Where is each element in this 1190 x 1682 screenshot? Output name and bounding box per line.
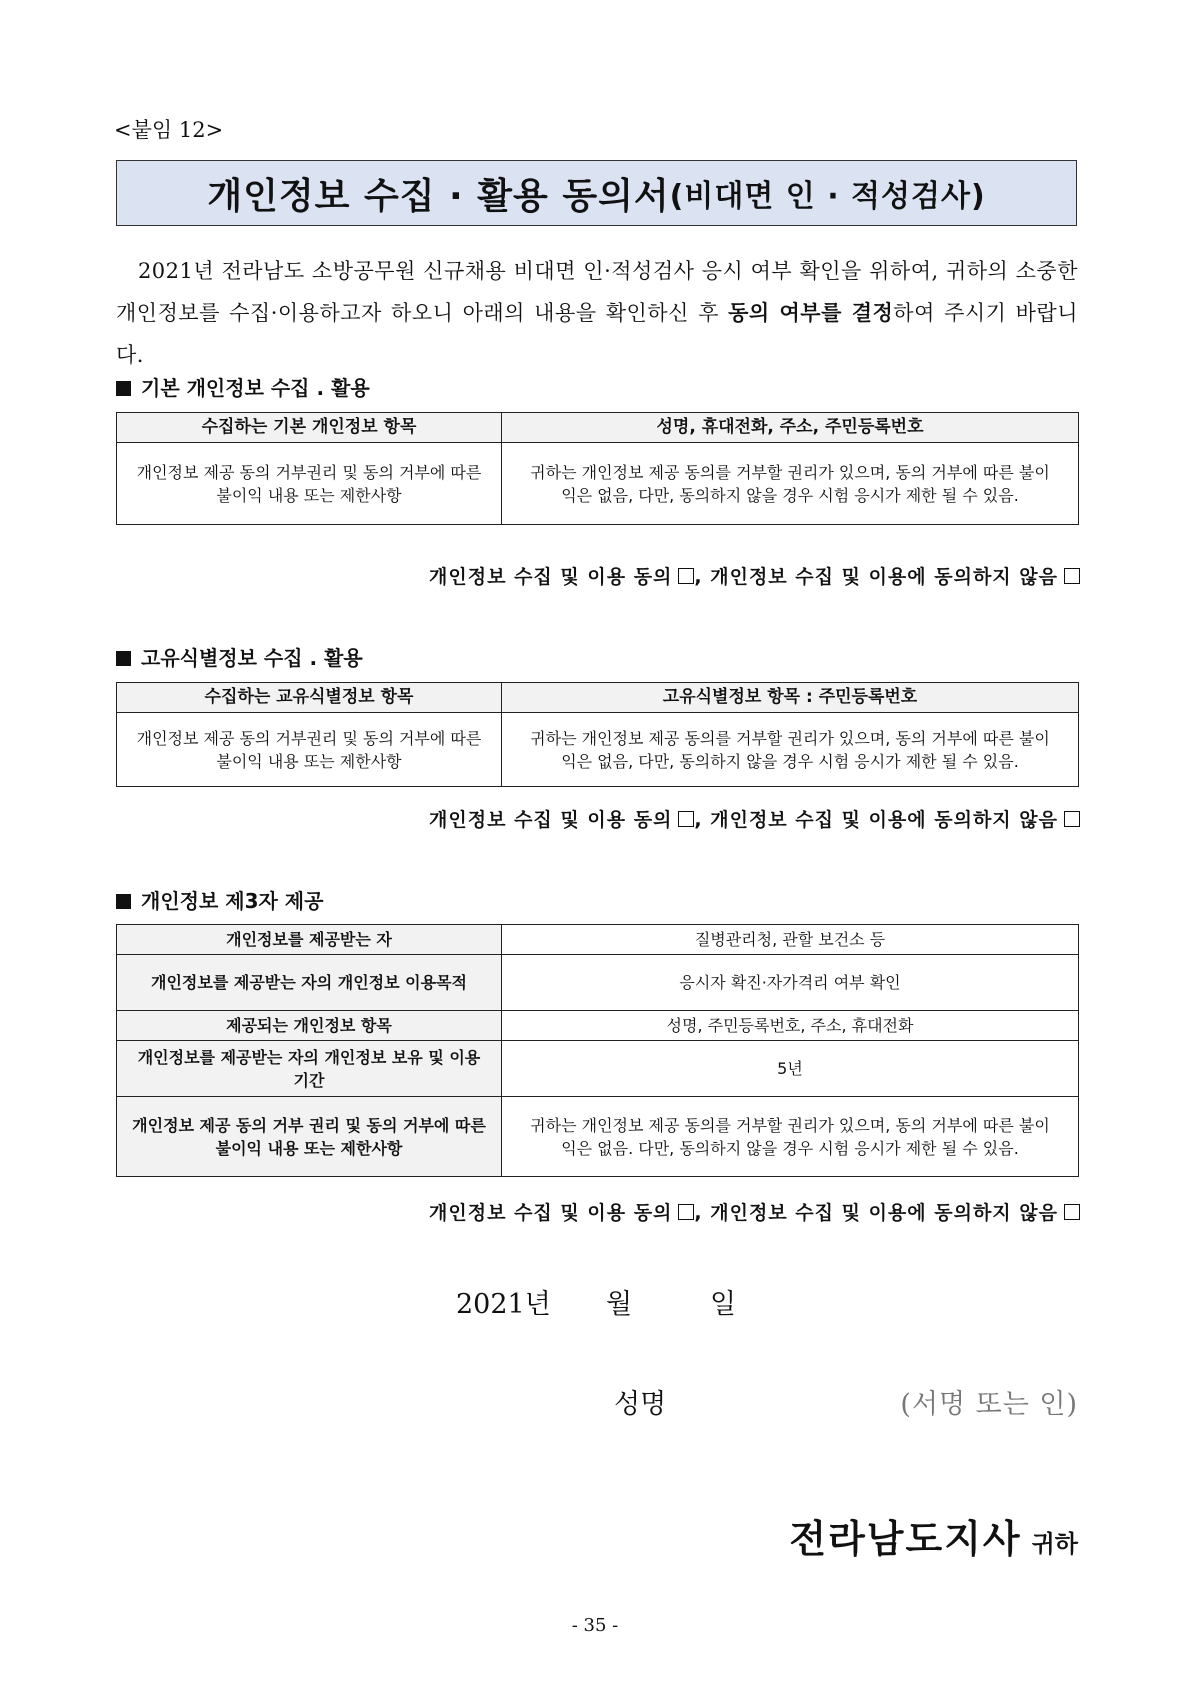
agree-label: 개인정보 수집 및 이용 동의 bbox=[429, 809, 673, 831]
consent-separator: , bbox=[694, 566, 703, 588]
title-main: 개인정보 수집 · 활용 동의서 bbox=[207, 175, 670, 217]
section1-table bbox=[116, 412, 1079, 525]
date-month: 월 bbox=[606, 1289, 633, 1320]
agree-label: 개인정보 수집 및 이용 동의 bbox=[429, 566, 673, 588]
disagree-checkbox[interactable] bbox=[1064, 1204, 1080, 1220]
section1-heading bbox=[116, 372, 370, 401]
attachment-label: <붙임 12> bbox=[114, 118, 224, 142]
name-label: 성명 bbox=[614, 1389, 667, 1420]
consent-separator: , bbox=[694, 809, 703, 831]
section2-header-left: 수집하는 교유식별정보 항목 bbox=[117, 683, 502, 713]
disagree-checkbox[interactable] bbox=[1064, 568, 1080, 584]
title-sub: (비대면 인 · 적성검사) bbox=[669, 179, 986, 214]
intro-paragraph bbox=[116, 250, 1078, 376]
section3-consent bbox=[429, 1198, 1080, 1225]
section2-table bbox=[116, 682, 1079, 787]
section3-label: 개인정보를 제공받는 자의 개인정보 보유 및 이용기간 bbox=[117, 1041, 502, 1097]
signature-note: (서명 또는 인) bbox=[900, 1389, 1078, 1420]
agree-label: 개인정보 수집 및 이용 동의 bbox=[429, 1202, 673, 1224]
section3-heading-text: 개인정보 제3자 제공 bbox=[141, 889, 324, 913]
section3-label: 개인정보를 제공받는 자 bbox=[117, 925, 502, 955]
agree-checkbox[interactable] bbox=[678, 1204, 694, 1220]
square-bullet-icon bbox=[116, 651, 131, 666]
section2-row-right: 귀하는 개인정보 제공 동의를 거부할 권리가 있으며, 동의 거부에 따른 불이익은 없음, 다만, 동의하지 않을 경우 시험 응시가 제한 될 수 있음. bbox=[502, 713, 1079, 787]
section1-row-left: 개인정보 제공 동의 거부권리 및 동의 거부에 따른 불이익 내용 또는 제한사항 bbox=[117, 443, 502, 525]
disagree-label: 개인정보 수집 및 이용에 동의하지 않음 bbox=[710, 1202, 1058, 1224]
section2-heading-text: 고유식별정보 수집 . 활용 bbox=[141, 646, 363, 670]
section2-consent bbox=[429, 805, 1080, 832]
disagree-label: 개인정보 수집 및 이용에 동의하지 않음 bbox=[710, 566, 1058, 588]
section3-label: 개인정보 제공 동의 거부 권리 및 동의 거부에 따른 불이익 내용 또는 제한사항 bbox=[117, 1097, 502, 1177]
section2-heading bbox=[116, 642, 363, 671]
square-bullet-icon bbox=[116, 381, 131, 396]
section2-row-left: 개인정보 제공 동의 거부권리 및 동의 거부에 따른 불이익 내용 또는 제한사항 bbox=[117, 713, 502, 787]
intro-bold: 동의 여부를 결정 bbox=[728, 301, 894, 325]
document-title bbox=[116, 160, 1077, 226]
agree-checkbox[interactable] bbox=[678, 568, 694, 584]
date-day: 일 bbox=[710, 1289, 737, 1320]
section1-header-right: 성명, 휴대전화, 주소, 주민등록번호 bbox=[502, 413, 1079, 443]
disagree-checkbox[interactable] bbox=[1064, 811, 1080, 827]
date-year: 2021년 bbox=[456, 1289, 551, 1320]
section3-value: 5년 bbox=[502, 1041, 1079, 1097]
section2-header-right: 고유식별정보 항목 : 주민등록번호 bbox=[502, 683, 1079, 713]
section3-value: 응시자 확진·자가격리 여부 확인 bbox=[502, 955, 1079, 1011]
disagree-label: 개인정보 수집 및 이용에 동의하지 않음 bbox=[710, 809, 1058, 831]
section1-row-right: 귀하는 개인정보 제공 동의를 거부할 권리가 있으며, 동의 거부에 따른 불이익은 없음, 다만, 동의하지 않을 경우 시험 응시가 제한 될 수 있음. bbox=[502, 443, 1079, 525]
section3-heading bbox=[116, 885, 323, 914]
agree-checkbox[interactable] bbox=[678, 811, 694, 827]
page-number: - 35 - bbox=[571, 1615, 619, 1636]
section3-value: 성명, 주민등록번호, 주소, 휴대전화 bbox=[502, 1011, 1079, 1041]
intro-text-1: 2021년 전라남도 소방공무원 신규채용 비대면 인·적성검사 응시 여부 확인을 위하여, 귀하의 소중한 개인정보를 수집·이용하고자 하오니 아래의 내용을 확인하신 후 bbox=[116, 259, 1078, 325]
section1-heading-text: 기본 개인정보 수집 . 활용 bbox=[141, 376, 370, 400]
section3-label: 개인정보를 제공받는 자의 개인정보 이용목적 bbox=[117, 955, 502, 1011]
intro-text-2: 하여 주시기 바랍니다. bbox=[116, 301, 1079, 367]
recipient-honorific: 귀하 bbox=[1031, 1530, 1078, 1558]
recipient bbox=[789, 1508, 1078, 1563]
section3-table bbox=[116, 924, 1079, 1177]
section1-consent bbox=[429, 562, 1080, 589]
section3-value: 질병관리청, 관할 보건소 등 bbox=[502, 925, 1079, 955]
consent-separator: , bbox=[694, 1202, 703, 1224]
recipient-org: 전라남도지사 bbox=[789, 1517, 1022, 1561]
section3-value: 귀하는 개인정보 제공 동의를 거부할 권리가 있으며, 동의 거부에 따른 불이익은 없음. 다만, 동의하지 않을 경우 시험 응시가 제한 될 수 있음. bbox=[502, 1097, 1079, 1177]
section1-header-left: 수집하는 기본 개인정보 항목 bbox=[117, 413, 502, 443]
section3-label: 제공되는 개인정보 항목 bbox=[117, 1011, 502, 1041]
square-bullet-icon bbox=[116, 894, 131, 909]
